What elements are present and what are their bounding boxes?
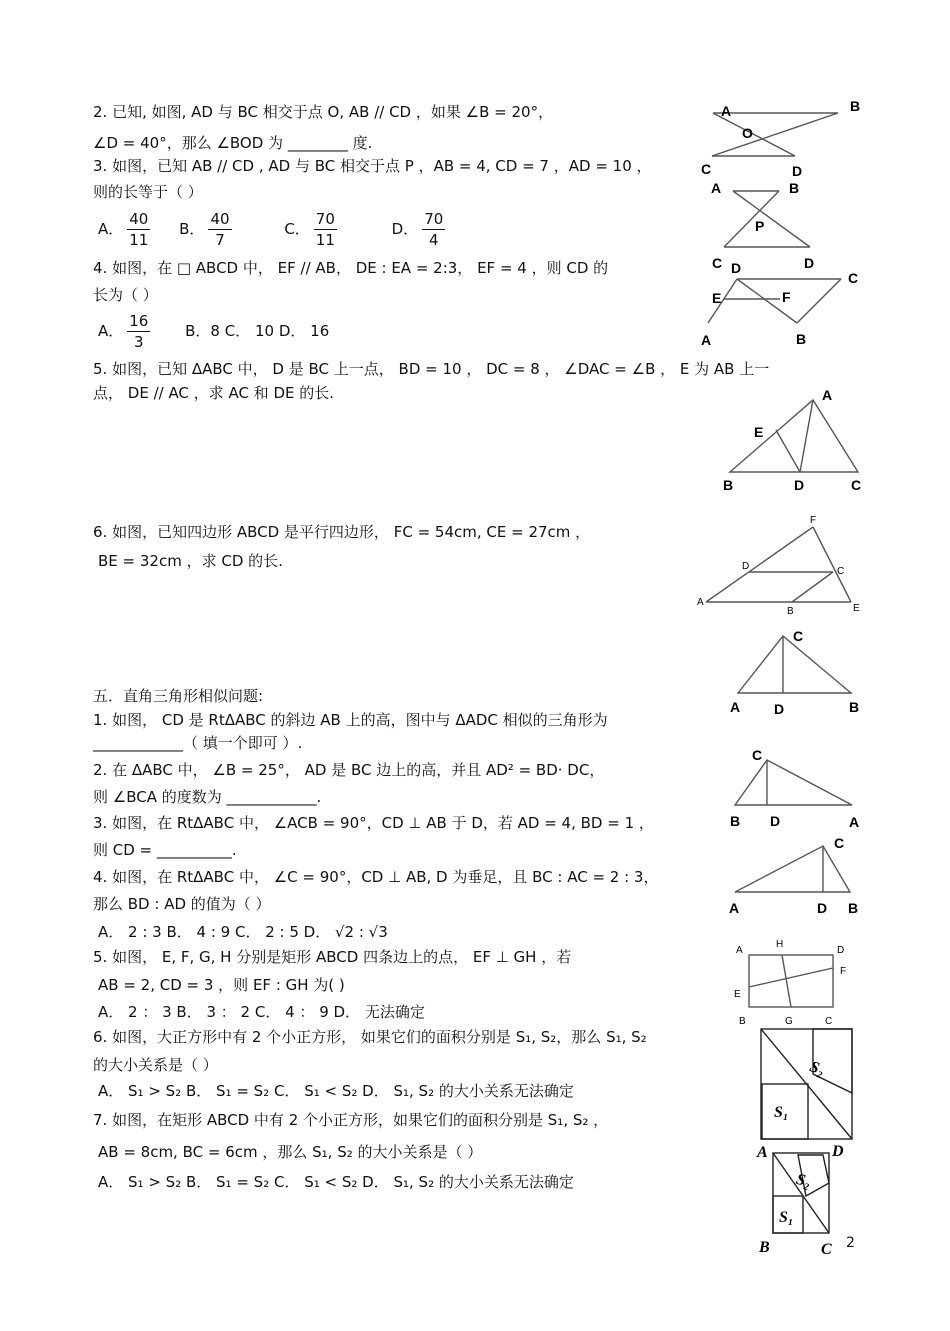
page-number: 2 [846,1235,855,1251]
figure-q6 [706,527,851,602]
s5-q6-line2: 的大小关系是（ ） [93,1056,218,1074]
s5-q5-line2: AB = 2, CD = 3 ，则 EF : GH 为( ) [98,976,345,994]
svg-text:B: B [848,900,859,916]
svg-text:C: C [752,747,763,763]
svg-text:A: A [711,180,722,196]
s5-q7-line2: AB = 8cm, BC = 6cm ，那么 S₁, S₂ 的大小关系是（ ） [98,1143,483,1161]
svg-text:C: C [848,270,859,286]
figure-s5-q1 [738,636,851,693]
svg-text:F: F [810,515,817,526]
svg-text:C: C [851,477,862,493]
q6-line2: BE = 32cm ，求 CD 的长. [98,552,283,570]
s5-q4-options: A． 2 : 3 B． 4 : 9 C． 2 : 5 D． √2 : √3 [98,923,388,941]
s5-q4-line2: 那么 BD : AD 的值为（ ） [93,895,271,913]
figure-s5-q3 [735,846,850,892]
s5-q7-options: A． S₁ > S₂ B． S₁ = S₂ C． S₁ < S₂ D． S₁, S₂ 的大小关系无法确定 [98,1173,574,1191]
svg-text:A: A [730,699,741,715]
svg-text:D: D [742,561,750,572]
svg-text:A: A [822,387,833,403]
q3-opt-d: D． $\frac{70}{4}$ [391,210,444,249]
svg-text:S₂: S₂ [807,1058,827,1080]
svg-text:D: D [774,701,785,717]
q2-line1: 2. 已知, 如图, AD 与 BC 相交于点 O, AB // CD ，如果 ∠B = 20°， [93,103,554,121]
svg-text:A: A [701,332,712,348]
s5-q5-line1: 5. 如图， E, F, G, H 分别是矩形 ABCD 四条边上的点， EF ⊥ GH ，若 [93,948,572,966]
figure-s5-q5 [749,955,833,1007]
svg-text:B: B [789,180,800,196]
q2-line2: ∠D = 40°，那么 ∠BOD 为 ________ 度. [93,134,373,152]
figure-q5 [730,400,858,472]
q4-line1: 4. 如图，在 □ ABCD 中， EF // AB， DE : EA = 2:3， EF = 4 ，则 CD 的 [93,259,609,277]
s5-q6-options: A． S₁ > S₂ B． S₁ = S₂ C． S₁ < S₂ D． S₁, S₂ 的大小关系无法确定 [98,1082,574,1100]
svg-text:E: E [754,424,764,440]
section-5-title: 五．直角三角形相似问题: [93,687,264,705]
svg-text:A: A [736,945,743,956]
s5-q2-line1: 2. 在 ΔABC 中， ∠B = 25°， AD 是 BC 边上的高，并且 AD² = BD· DC， [93,761,605,779]
svg-text:B: B [759,1239,770,1256]
q5-line1: 5. 如图，已知 ΔABC 中， D 是 BC 上一点， BD = 10 ， DC = 8 ， ∠DAC = ∠B ， E 为 AB 上一 [93,360,770,378]
svg-text:D: D [804,255,815,271]
s5-q6-line1: 6. 如图，大正方形中有 2 个小正方形， 如果它们的面积分别是 S₁, S₂，那么 S₁, S₂ [93,1028,647,1046]
svg-text:D: D [731,260,742,276]
svg-text:S₁: S₁ [779,1209,794,1226]
svg-text:O: O [742,125,753,141]
svg-text:B: B [796,331,807,347]
q5-line2: 点， DE // AC ，求 AC 和 DE 的长. [93,384,335,402]
svg-text:E: E [734,989,741,1000]
s5-q1-line2: ____________（ 填一个即可 ）. [93,734,303,752]
q3-opt-b: B． $\frac{40}{7}$ [179,210,230,249]
svg-text:B: B [849,699,860,715]
svg-text:S₁: S₁ [774,1104,789,1121]
figure-s5-q2 [735,760,852,805]
svg-text:B: B [730,813,741,829]
svg-text:E: E [712,290,722,306]
svg-text:A: A [729,900,740,916]
svg-text:F: F [840,966,847,977]
q3-opt-c: C． $\frac{70}{11}$ [284,210,335,249]
s5-q4-line1: 4. 如图，在 RtΔABC 中， ∠C = 90°，CD ⊥ AB, D 为垂足，且 BC : AC = 2 : 3， [93,868,659,886]
svg-text:B: B [723,477,734,493]
svg-text:B: B [850,98,861,114]
svg-text:C: C [825,1016,833,1027]
q3-line2: 则的长等于（ ） [93,183,203,201]
s5-q2-line2: 则 ∠BCA 的度数为 ____________. [93,788,322,806]
svg-text:F: F [782,289,791,305]
svg-text:G: G [785,1016,793,1027]
q4-line2: 长为（ ） [93,286,158,304]
svg-text:H: H [776,939,784,950]
q4-options: A． $\frac{16}{3}$ B．8 C． 10 D． 16 [98,312,330,351]
svg-text:A: A [757,1144,768,1161]
svg-text:C: C [701,161,712,177]
figure-q3 [724,191,810,247]
figure-q2 [712,113,838,156]
s5-q5-options: A． 2 ： 3 B． 3 ： 2 C． 4 ： 9 D． 无法确定 [98,1003,425,1021]
svg-text:D: D [817,900,828,916]
svg-text:C: C [834,835,845,851]
svg-text:D: D [837,945,845,956]
svg-text:A: A [721,103,732,119]
s5-q3-line2: 则 CD = __________. [93,841,237,859]
figure-q4 [708,279,841,323]
svg-text:C: C [837,566,845,577]
q6-line1: 6. 如图，已知四边形 ABCD 是平行四边形， FC = 54cm, CE = 27cm ， [93,523,591,541]
svg-text:B: B [739,1016,746,1027]
s5-q1-line1: 1. 如图， CD 是 RtΔABC 的斜边 AB 上的高，图中与 ΔADC 相似的三角形为 [93,711,608,729]
svg-text:E: E [853,603,860,614]
s5-q3-line1: 3. 如图，在 RtΔABC 中， ∠ACB = 90°，CD ⊥ AB 于 D，若 AD = 4, BD = 1 ， [93,814,654,832]
svg-text:C: C [793,628,804,644]
svg-text:A: A [849,814,860,830]
svg-text:A: A [697,597,704,608]
svg-text:P: P [755,218,765,234]
svg-text:D: D [832,1143,844,1160]
svg-text:C: C [712,255,723,271]
q3-opt-a: A． $\frac{40}{11}$ [98,210,149,249]
q3-line1: 3. 如图，已知 AB // CD , AD 与 BC 相交于点 P ，AB = 4, CD = 7 ，AD = 10 ， [93,157,652,175]
s5-q7-line1: 7. 如图，在矩形 ABCD 中有 2 个小正方形，如果它们的面积分别是 S₁, S₂ ， [93,1111,609,1129]
svg-text:S₂: S₂ [794,1170,813,1192]
figure-s5-q6 [761,1029,852,1139]
svg-text:D: D [770,813,781,829]
svg-text:B: B [787,606,794,617]
svg-text:C: C [821,1241,832,1258]
svg-text:D: D [794,477,805,493]
svg-text:D: D [792,163,803,179]
